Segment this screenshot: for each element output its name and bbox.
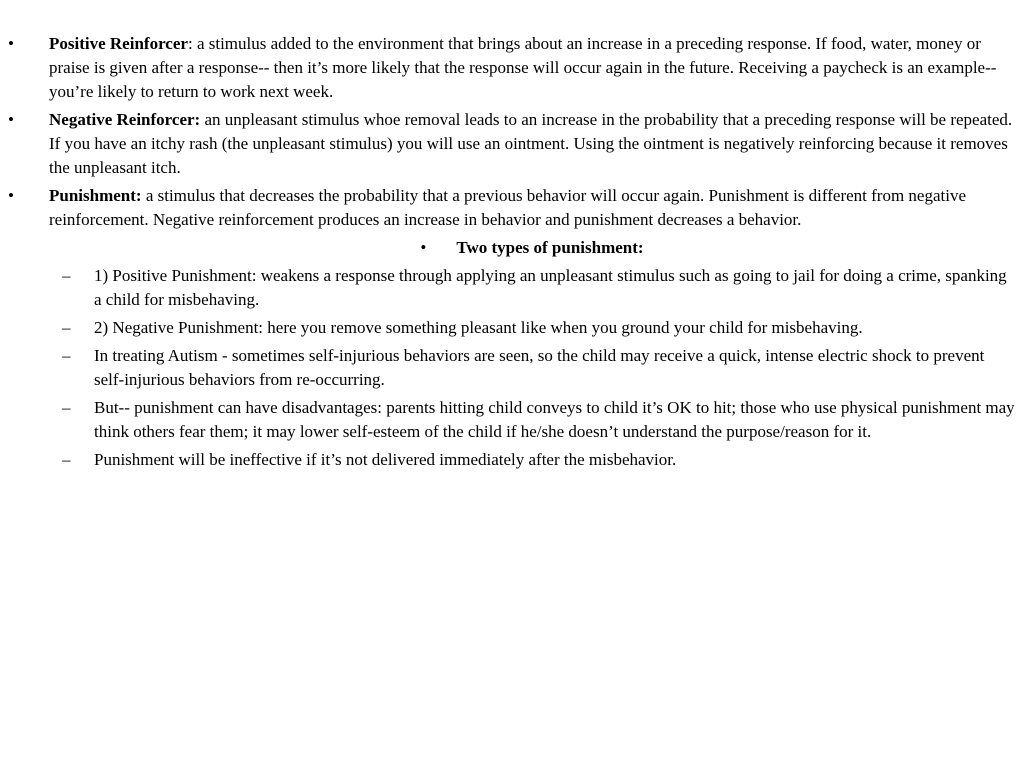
sub-point-text: 1) Positive Punishment: weakens a response through applying an unpleasant stimulus such as going to jail for doing a crime, spanking a child for misbehaving. — [94, 266, 1007, 309]
slide-content — [0, 32, 1024, 476]
definition-term: Punishment: — [49, 186, 142, 205]
definition-separator: : — [187, 34, 193, 53]
dash-icon: – — [62, 346, 71, 365]
sub-point-text: Punishment will be ineffective if it’s not delivered immediately after the misbehavior. — [94, 450, 677, 469]
sub-point-text: In treating Autism - sometimes self-injurious behaviors are seen, so the child may receive a quick, intense electric shock to prevent self-injurious behaviors from re-occurring. — [94, 346, 985, 389]
definition-positive-reinforcer — [0, 32, 1024, 104]
definition-text: a stimulus added to the environment that brings about an increase in a preceding response. If food, water, money or praise is given after a response-- then it’s more likely that the response will occur again in the future. Receiving a paycheck is an example-- you’re likely to return to work next week. — [49, 34, 997, 101]
sub-point-text: 2) Negative Punishment: here you remove something pleasant like when you ground your child for misbehaving. — [94, 318, 863, 337]
bullet-icon: • — [420, 238, 427, 257]
sub-point-negative-punishment — [0, 316, 1024, 340]
bullet-icon: • — [8, 186, 14, 205]
sub-point-ineffective — [0, 448, 1024, 472]
sub-point-positive-punishment — [0, 264, 1024, 312]
punishment-types-heading-item — [0, 236, 1024, 260]
bullet-icon: • — [8, 110, 14, 129]
definition-text: a stimulus that decreases the probability that a previous behavior will occur again. Punishment is different from negative reinforcement. Negative reinforcement produces an increase in behavior and punishment decreases a behavior. — [49, 186, 967, 229]
definition-negative-reinforcer — [0, 108, 1024, 180]
sub-point-text: But-- punishment can have disadvantages: parents hitting child conveys to child it’s OK to hit; those who use physical punishment may think others fear them; it may lower self-esteem of the child if he/she doesn’t understand the purpose/reason for it. — [94, 398, 1015, 441]
bullet-icon: • — [8, 34, 14, 53]
dash-icon: – — [62, 266, 71, 285]
definition-punishment — [0, 184, 1024, 232]
definition-term: Negative Reinforcer: — [49, 110, 201, 129]
sub-point-autism — [0, 344, 1024, 392]
sub-point-disadvantages — [0, 396, 1024, 444]
dash-icon: – — [62, 398, 71, 417]
definition-text: an unpleasant stimulus whoe removal leads to an increase in the probability that a preceding response will be repeated. If you have an itchy rash (the unpleasant stimulus) you will use an ointment. Using the ointment is negatively reinforcing because it removes the unpleasant itch. — [49, 110, 1013, 177]
definition-term: Positive Reinforcer — [49, 34, 188, 53]
punishment-types-heading: Two types of punishment: — [456, 238, 644, 257]
dash-icon: – — [62, 450, 71, 469]
dash-icon: – — [62, 318, 71, 337]
